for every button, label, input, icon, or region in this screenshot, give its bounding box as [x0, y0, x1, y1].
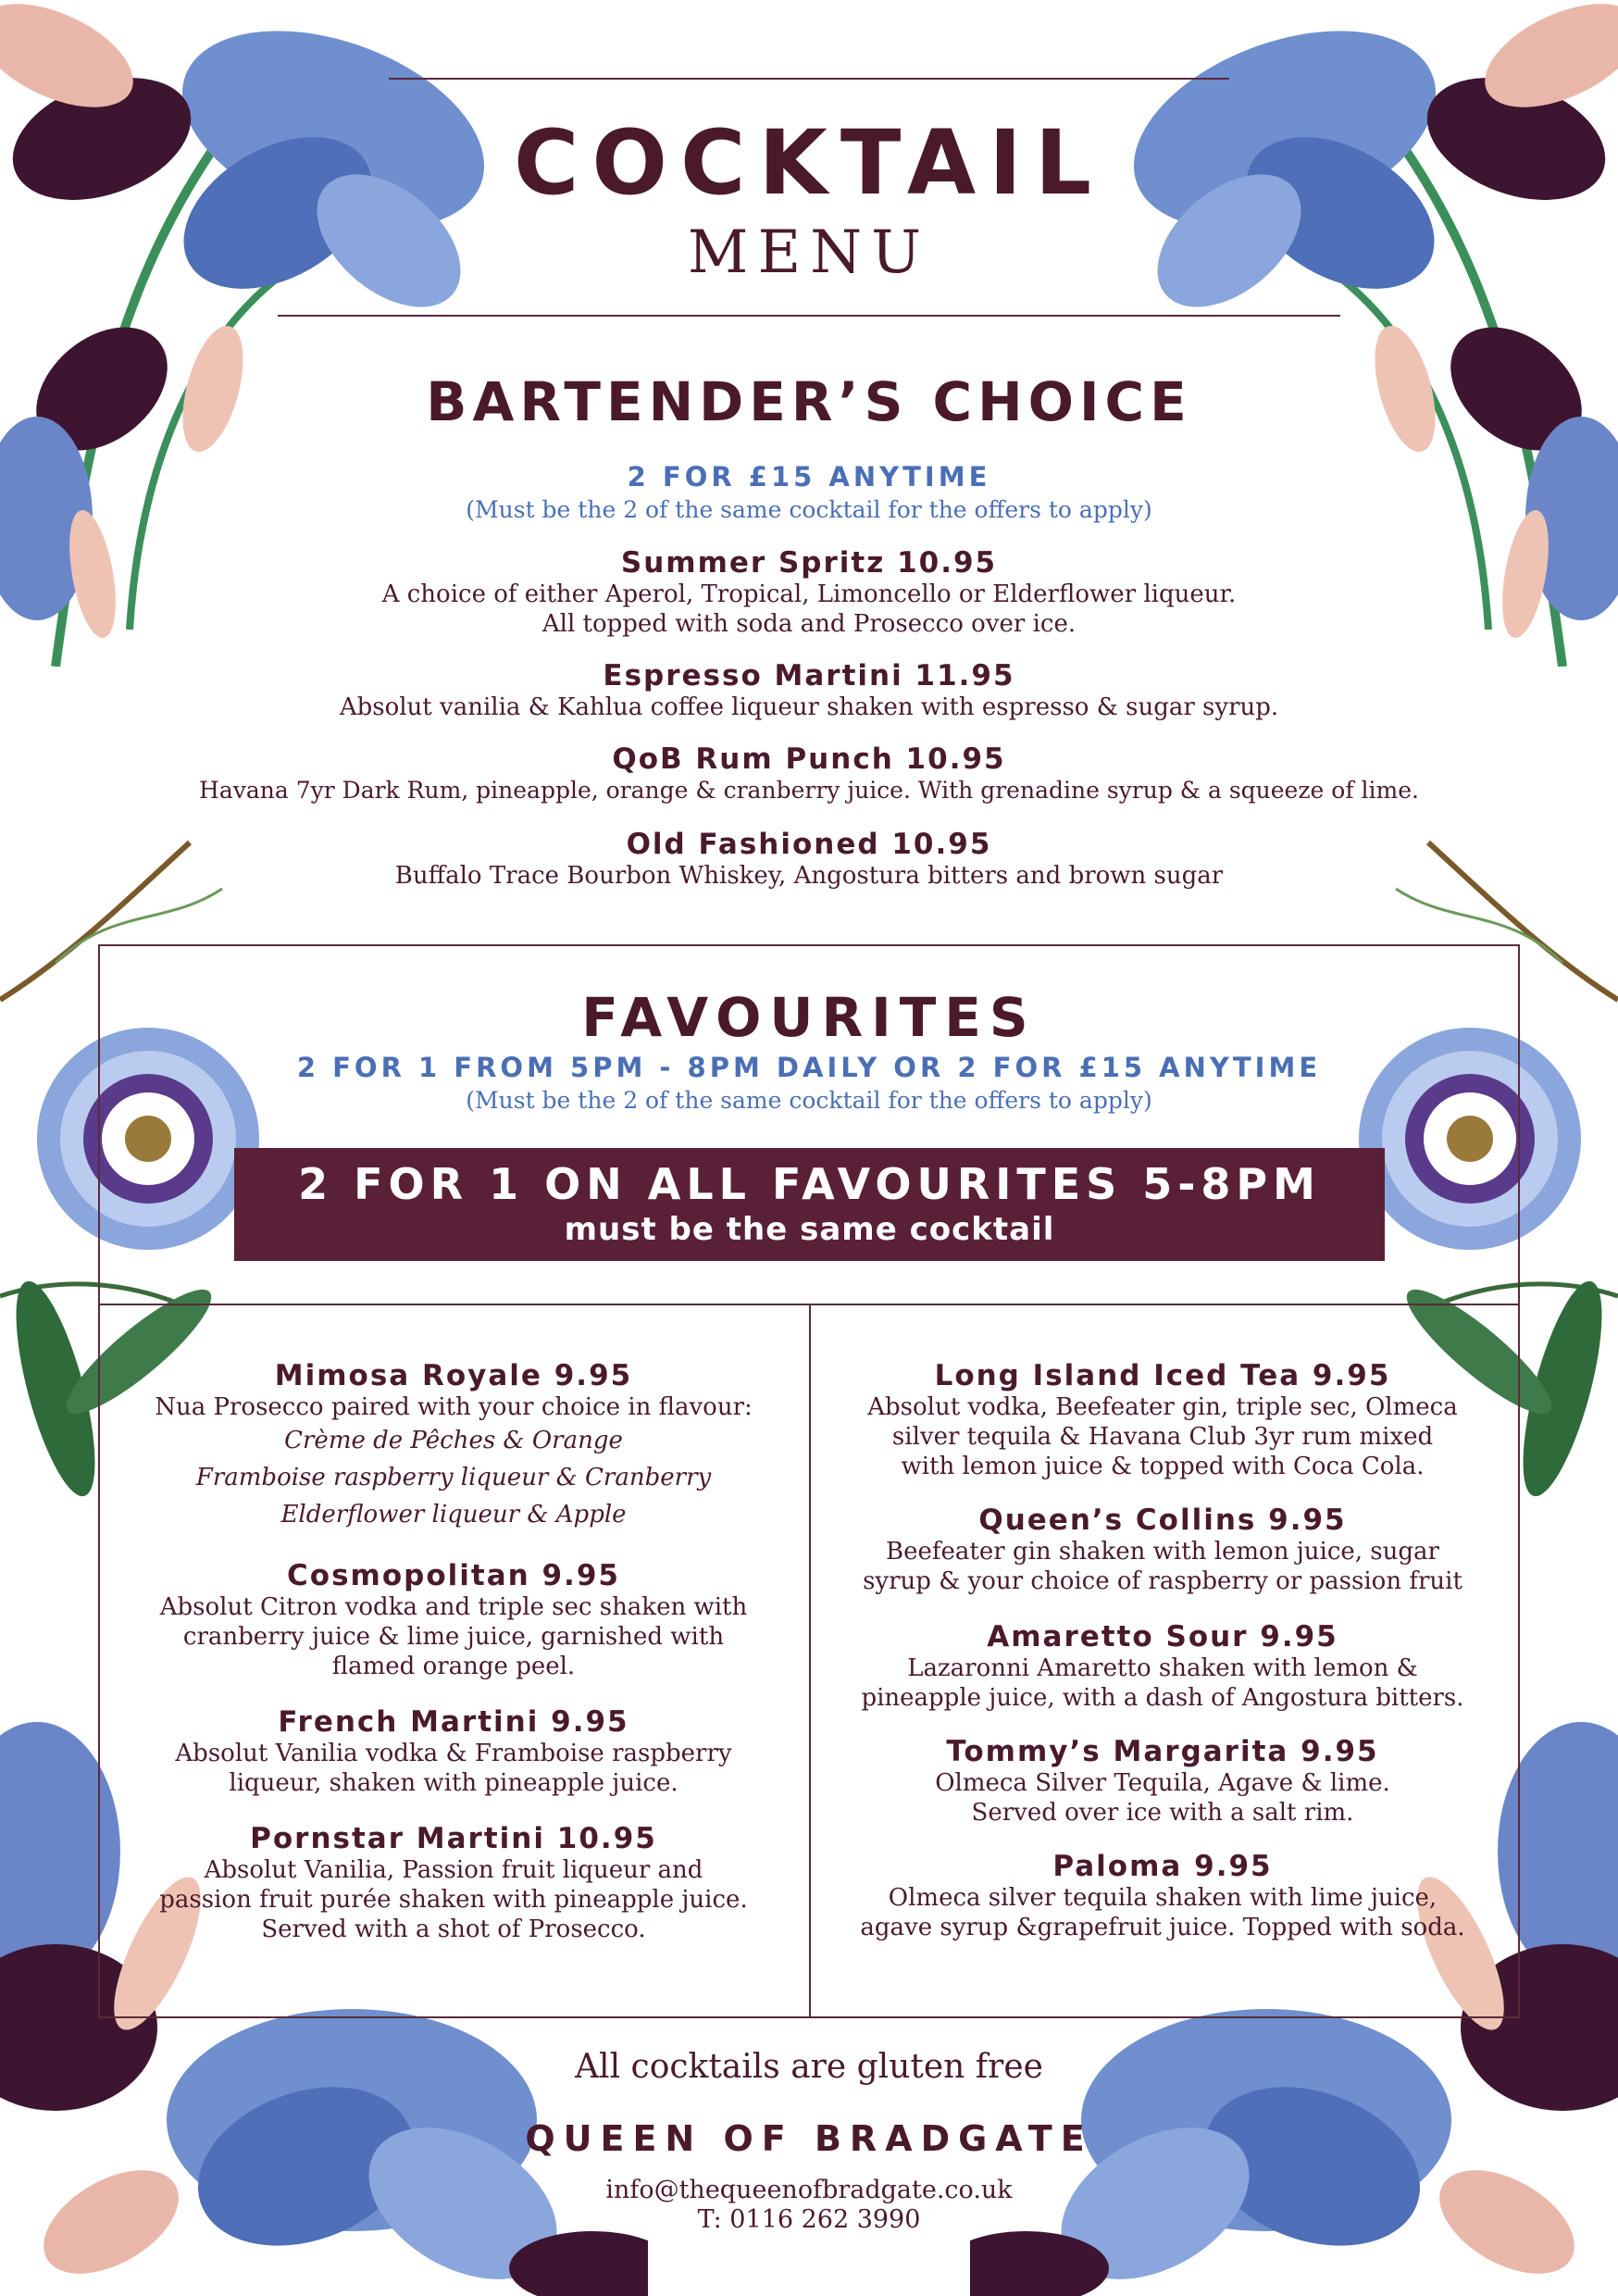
menu-item-amaretto-sour: [829, 1620, 1496, 1713]
page-subtitle: MENU: [687, 218, 931, 287]
menu-item-old-fashioned: [0, 828, 1618, 891]
menu-item-espresso-martini: [0, 659, 1618, 722]
fav-list-bottom-rule: [98, 2016, 1520, 2018]
item-name: Amaretto Sour 9.95: [987, 1620, 1338, 1653]
header-top-rule: [389, 78, 1229, 80]
favourites-offer: 2 FOR 1 FROM 5PM - 8PM DAILY OR 2 FOR £15 ANYTIME: [296, 1052, 1322, 1083]
fav-column-divider: [809, 1304, 811, 2016]
item-desc: Absolut Citron vodka and triple sec shaken with: [159, 1593, 748, 1621]
item-desc: All topped with soda and Prosecco over ice.: [541, 610, 1077, 638]
page-title: COCKTAIL: [513, 111, 1105, 215]
item-desc: with lemon juice & topped with Coca Cola.: [901, 1453, 1425, 1480]
gluten-free-note: All cocktails are gluten free: [575, 2048, 1043, 2086]
item-desc: Absolut Vanilia, Passion fruit liqueur and: [204, 1856, 703, 1884]
bc-bottom-rule: [98, 944, 1520, 946]
item-name: Pornstar Martini 10.95: [250, 1822, 657, 1855]
item-name: Long Island Iced Tea 9.95: [934, 1359, 1391, 1392]
item-desc: Served with a shot of Prosecco.: [261, 1915, 646, 1943]
item-name: Mimosa Royale 9.95: [274, 1359, 633, 1392]
item-desc: pineapple juice, with a dash of Angostura bitters.: [861, 1684, 1464, 1712]
item-desc: liqueur, shaken with pineapple juice.: [229, 1769, 678, 1797]
item-option: Elderflower liqueur & Apple: [280, 1501, 627, 1529]
item-desc: Absolut vodka, Beefeater gin, triple sec, Olmeca: [867, 1393, 1458, 1421]
item-desc: silver tequila & Havana Club 3yr rum mixed: [891, 1423, 1434, 1451]
menu-item-long-island-iced-tea: [829, 1359, 1496, 1481]
favourites-note: (Must be the 2 of the same cocktail for the offers to apply): [466, 1087, 1152, 1114]
item-name: Summer Spritz 10.95: [620, 546, 998, 580]
item-desc: cranberry juice & lime juice, garnished with: [182, 1623, 725, 1651]
item-desc: agave syrup &grapefruit juice. Topped with soda.: [860, 1914, 1465, 1941]
item-name: French Martini 9.95: [278, 1705, 629, 1739]
menu-item-queens-collins: [829, 1504, 1496, 1596]
item-desc: Absolut Vanilia vodka & Framboise raspberry: [175, 1740, 732, 1767]
item-desc: Nua Prosecco paired with your choice in flavour:: [155, 1393, 753, 1421]
contact-email[interactable]: info@thequeenofbradgate.co.uk: [605, 2176, 1013, 2204]
item-name: Espresso Martini 11.95: [603, 659, 1015, 693]
menu-item-summer-spritz: [0, 546, 1618, 639]
header-bottom-rule: [278, 315, 1340, 317]
item-desc: flamed orange peel.: [331, 1653, 576, 1680]
item-option: Crème de Pêches & Orange: [284, 1427, 623, 1454]
item-name: Cosmopolitan 9.95: [287, 1559, 620, 1592]
item-desc: A choice of either Aperol, Tropical, Limoncello or Elderflower liqueur.: [381, 580, 1237, 608]
brand-name: QUEEN OF BRADGATE: [525, 2118, 1093, 2159]
menu-item-mimosa-royale: [120, 1359, 787, 1533]
promo-subline: must be the same cocktail: [564, 1211, 1055, 1248]
item-desc: Buffalo Trace Bourbon Whiskey, Angostura bitters and brown sugar: [394, 862, 1224, 890]
bartenders-choice-heading: BARTENDER’S CHOICE: [426, 370, 1192, 433]
item-option: Framboise raspberry liqueur & Cranberry: [195, 1464, 712, 1491]
menu-item-cosmopolitan: [120, 1559, 787, 1681]
bartenders-choice-note: (Must be the 2 of the same cocktail for the offers to apply): [466, 496, 1152, 523]
item-desc: passion fruit purée shaken with pineapple juice.: [159, 1886, 748, 1914]
item-desc: Olmeca Silver Tequila, Agave & lime.: [935, 1769, 1390, 1797]
item-desc: Olmeca silver tequila shaken with lime juice,: [888, 1884, 1438, 1912]
bartenders-choice-offer: 2 FOR £15 ANYTIME: [627, 461, 991, 493]
item-desc: Havana 7yr Dark Rum, pineapple, orange & cranberry juice. With grenadine syrup & a squeeze of lime.: [199, 777, 1419, 804]
favourites-heading: FAVOURITES: [581, 986, 1037, 1049]
promo-banner: [234, 1148, 1385, 1261]
item-name: Tommy’s Margarita 9.95: [946, 1735, 1379, 1768]
item-desc: Beefeater gin shaken with lemon juice, sugar: [886, 1538, 1439, 1566]
item-name: QoB Rum Punch 10.95: [612, 742, 1006, 776]
item-desc: Served over ice with a salt rim.: [971, 1799, 1354, 1827]
item-desc: Lazaronni Amaretto shaken with lemon &: [907, 1654, 1418, 1682]
item-name: Paloma 9.95: [1052, 1850, 1273, 1883]
item-desc: syrup & your choice of raspberry or passion fruit: [863, 1567, 1462, 1595]
menu-item-french-martini: [120, 1705, 787, 1798]
item-name: Old Fashioned 10.95: [626, 828, 992, 861]
menu-item-qob-rum-punch: [0, 742, 1618, 805]
menu-item-paloma: [829, 1850, 1496, 1942]
menu-item-tommys-margarita: [829, 1735, 1496, 1828]
menu-item-pornstar-martini: [120, 1822, 787, 1944]
contact-phone: T: 0116 262 3990: [697, 2205, 921, 2234]
item-desc: Absolut vanilia & Kahlua coffee liqueur shaken with espresso & sugar syrup.: [339, 693, 1279, 721]
item-name: Queen’s Collins 9.95: [978, 1504, 1347, 1537]
promo-headline: 2 FOR 1 ON ALL FAVOURITES 5-8PM: [298, 1159, 1321, 1209]
